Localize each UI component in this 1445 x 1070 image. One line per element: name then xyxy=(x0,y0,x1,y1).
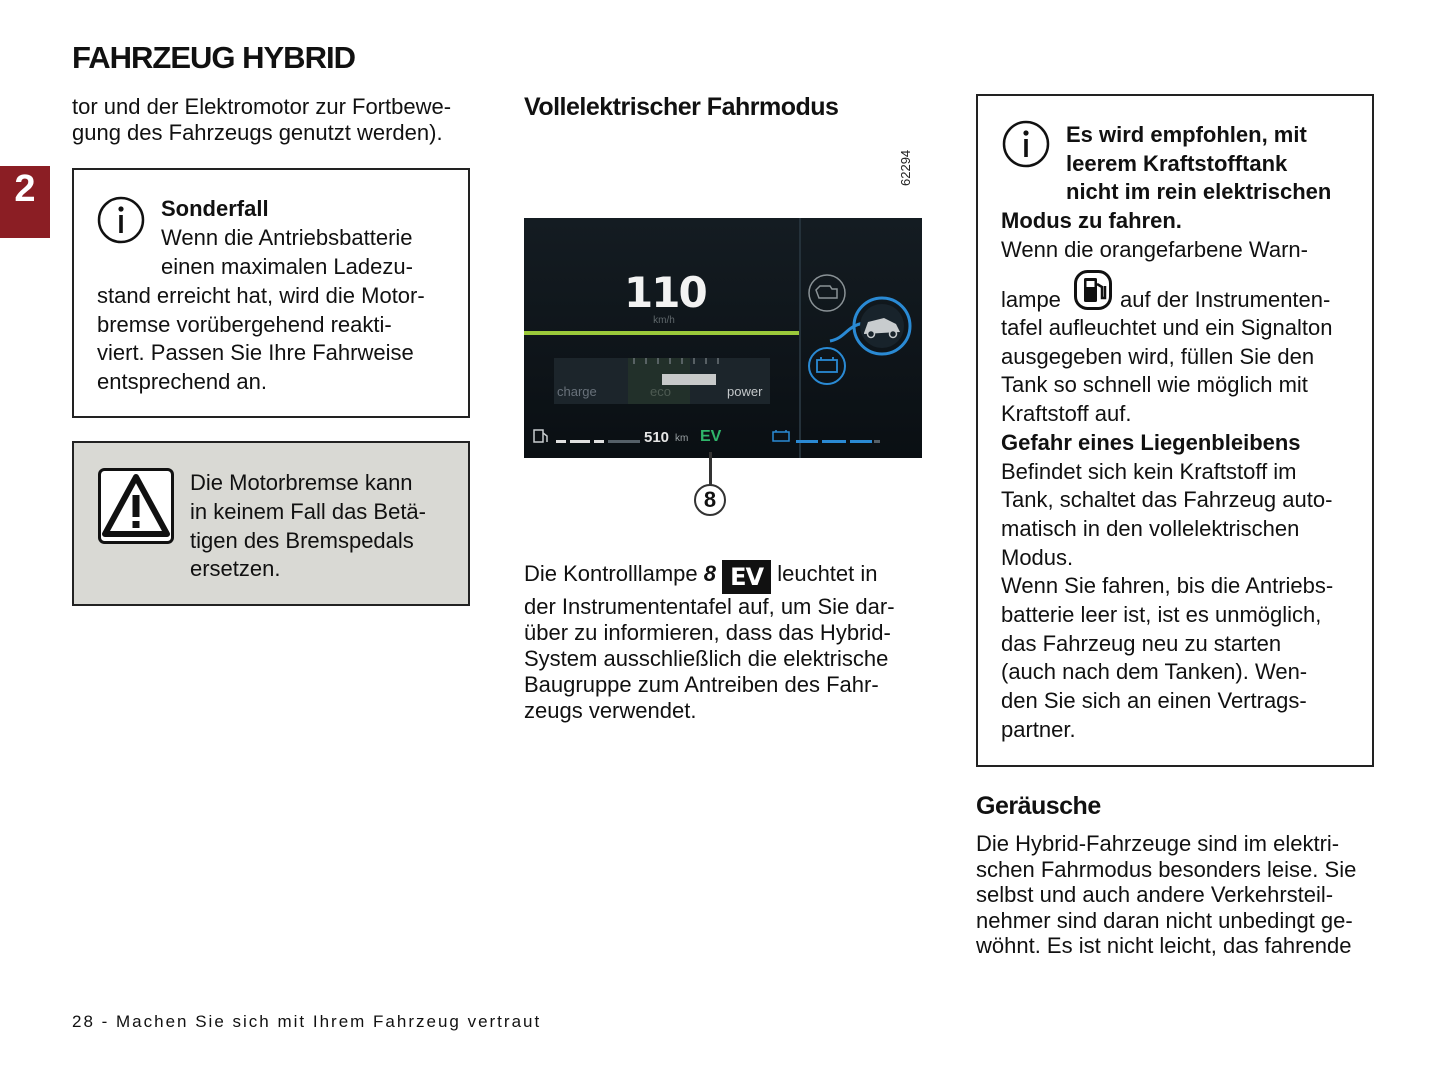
ev-paragraph-text: Die Kontrolllampe xyxy=(524,561,704,586)
noise-line: Die Hybrid-Fahrzeuge sind im elektri- xyxy=(976,831,1340,856)
callout-number: 8 xyxy=(694,484,726,516)
ev-paragraph-ref: 8 xyxy=(703,561,716,586)
note-line: stand erreicht hat, wird die Motor- xyxy=(97,283,425,308)
warning-line: in keinem Fall das Betä- xyxy=(190,499,426,524)
warning-line: ersetzen. xyxy=(190,556,281,581)
noise-line: selbst und auch andere Verkehrsteil- xyxy=(976,882,1334,907)
note-line: bremse vorübergehend reakti- xyxy=(97,312,392,337)
danger-line: Befindet sich kein Kraftstoff im xyxy=(1001,459,1297,484)
box-line: auf der Instrumenten- xyxy=(1120,287,1331,312)
danger-line: den Sie sich an einen Vertrags- xyxy=(1001,688,1307,713)
noise-line: nehmer sind daran nicht unbedingt ge- xyxy=(976,907,1353,933)
intro-text xyxy=(72,94,482,146)
box-line: Tank so schnell wie möglich mit xyxy=(1001,372,1308,397)
intro-line: tor und der Elektromotor zur Fortbewe- xyxy=(72,94,452,119)
box-line: Kraftstoff auf. xyxy=(1001,401,1132,426)
note-line: einen maximalen Ladezu- xyxy=(161,254,413,279)
box-line: lampe xyxy=(1001,287,1061,312)
chapter-tab[interactable]: 2 xyxy=(0,166,50,238)
range-unit: km xyxy=(675,433,689,444)
ev-paragraph xyxy=(524,560,934,724)
note-line: viert. Passen Sie Ihre Fahrweise xyxy=(97,340,414,365)
ev-indicator: EV xyxy=(700,428,722,445)
warning-box xyxy=(72,441,470,606)
gauge-label-power: power xyxy=(727,384,763,399)
danger-line: Tank, schaltet das Fahrzeug auto- xyxy=(1001,487,1333,512)
ev-paragraph-line: zeugs verwendet. xyxy=(524,698,697,723)
noise-line: schen Fahrmodus besonders leise. Sie xyxy=(976,856,1357,882)
note-line: entsprechend an. xyxy=(97,369,268,394)
ev-paragraph-text: leuchtet in xyxy=(771,561,878,586)
danger-line: matisch in den vollelektrischen xyxy=(1001,516,1300,541)
danger-line: Wenn Sie fahren, bis die Antriebs- xyxy=(1001,573,1334,598)
speed-value: 110 xyxy=(624,268,706,317)
intro-line: gung des Fahrzeugs genutzt werden). xyxy=(72,120,443,145)
image-number: 62294 xyxy=(898,149,913,186)
instrument-cluster-image xyxy=(524,218,922,458)
ev-paragraph-line: der Instrumententafel auf, um Sie dar- xyxy=(524,594,895,619)
danger-title: Gefahr eines Liegenbleibens xyxy=(1001,430,1301,455)
speed-unit: km/h xyxy=(653,315,675,326)
danger-line: das Fahrzeug neu zu starten xyxy=(1001,631,1282,656)
noise-line: wöhnt. Es ist nicht leicht, das fahrende xyxy=(976,933,1352,958)
note-line: Wenn die Antriebsbatterie xyxy=(161,225,413,250)
fuel-info-box xyxy=(976,94,1374,767)
box-head-line: nicht im rein elektrischen xyxy=(1066,179,1332,204)
callout-line xyxy=(709,452,712,486)
info-icon xyxy=(1001,119,1051,174)
box-line: tafel aufleuchtet und ein Signalton xyxy=(1001,315,1333,340)
note-box xyxy=(72,168,470,418)
ev-paragraph-line: System ausschließlich die elektrische xyxy=(524,646,889,671)
noise-paragraph xyxy=(976,831,1396,959)
box-head-line: leerem Kraftstofftank xyxy=(1066,151,1288,176)
page-footer: 28 - Machen Sie sich mit Ihrem Fahrzeug vertraut xyxy=(72,1012,542,1031)
danger-line: Modus. xyxy=(1001,545,1074,570)
ev-paragraph-line: Baugruppe zum Antreiben des Fahr- xyxy=(524,672,879,697)
section-title-noise: Geräusche xyxy=(976,792,1101,820)
box-head-line: Modus zu fahren. xyxy=(1001,208,1182,233)
gauge-label-eco: eco xyxy=(650,384,671,399)
info-icon xyxy=(96,195,146,245)
danger-line: partner. xyxy=(1001,717,1076,742)
section-title-electric-mode: Vollelektrischer Fahrmodus xyxy=(524,93,839,121)
box-line: ausgegeben wird, füllen Sie den xyxy=(1001,344,1315,369)
note-title: Sonderfall xyxy=(161,196,269,221)
gauge-label-charge: charge xyxy=(557,384,597,399)
danger-line: batterie leer ist, ist es unmöglich, xyxy=(1001,602,1322,627)
ev-badge-icon: EV xyxy=(722,560,771,594)
warning-line: Die Motorbremse kann xyxy=(190,470,413,495)
box-head-line: Es wird empfohlen, mit xyxy=(1066,122,1307,147)
ev-paragraph-line: über zu informieren, dass das Hybrid- xyxy=(524,620,891,645)
warning-triangle-icon xyxy=(98,468,174,544)
range-value: 510 xyxy=(644,429,670,446)
fuel-pump-warning-icon xyxy=(1074,270,1112,315)
danger-line: (auch nach dem Tanken). Wen- xyxy=(1001,659,1308,684)
box-line: Wenn die orangefarbene Warn- xyxy=(1001,237,1308,262)
warning-line: tigen des Bremspedals xyxy=(190,528,414,553)
page-title: FAHRZEUG HYBRID xyxy=(72,40,355,75)
